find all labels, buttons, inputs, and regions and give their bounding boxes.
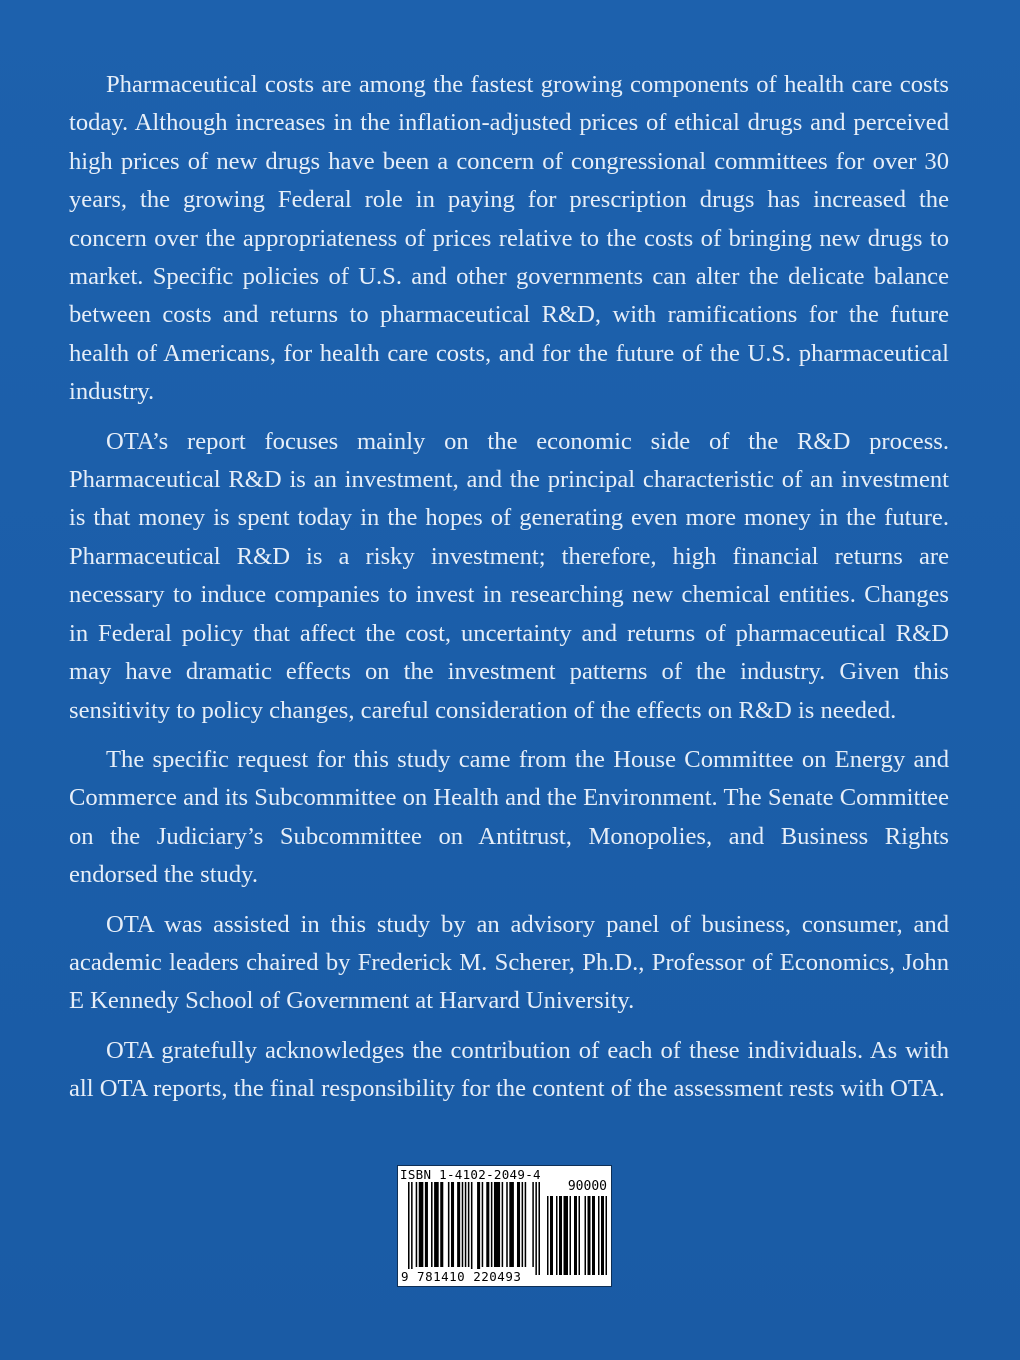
barcode-bar	[411, 1182, 413, 1275]
barcode-bar	[506, 1182, 508, 1267]
barcode-bar	[535, 1182, 537, 1275]
barcode-bar	[471, 1182, 473, 1275]
barcode-bar	[585, 1196, 587, 1275]
barcode-bar	[550, 1196, 553, 1275]
paragraph-1: Pharmaceutical costs are among the fastest growing components of health care costs today. Although increases in the inflation-adjusted prices of ethical drugs and perceived high prices of new drugs have been a concern of congressional committees for over 30 years, the growing Federal role in paying for prescription drugs has increased the concern over the appropriateness of prices relative to the costs of bringing new drugs to market. Specific policies of U.S. and other governments can alter the delicate balance between costs and returns to pharmaceutical R&D, with ramifications for the future health of Americans, for health care costs, and for the future of the U.S. pharmaceutical industry.	[69, 71, 949, 406]
ean-digits: 9 781410 220493	[401, 1269, 522, 1284]
barcode-bar	[509, 1182, 514, 1267]
blurb-text	[69, 66, 949, 1120]
barcode-bar	[517, 1182, 520, 1267]
barcode-bar	[465, 1182, 467, 1267]
barcode-bar	[491, 1182, 493, 1267]
barcode-bar	[451, 1182, 454, 1267]
barcode-bar	[592, 1196, 595, 1275]
barcode-bar	[431, 1182, 433, 1267]
barcode-bar	[579, 1196, 581, 1275]
barcode-bar	[468, 1182, 470, 1267]
barcode-bar	[448, 1182, 450, 1267]
paragraph-5: OTA gratefully acknowledges the contribution of each of these individuals. As with all OTA reports, the final responsibility for the content of the assessment rests with OTA.	[69, 1036, 949, 1103]
barcode-bar	[494, 1182, 500, 1267]
price-code: 90000	[567, 1179, 607, 1194]
barcode-bar	[588, 1196, 591, 1275]
barcode-bar	[425, 1182, 428, 1267]
paragraph-4: OTA was assisted in this study by an advisory panel of business, consumer, and academic leaders chaired by Frederick M. Scherer, Ph.D., Professor of Economics, John E Kennedy School of Government at Harvard University.	[69, 910, 949, 1015]
barcode-bar	[556, 1196, 558, 1275]
barcode-bar	[440, 1182, 443, 1267]
barcode-bar	[532, 1182, 534, 1267]
paragraph-3: The specific request for this study came from the House Committee on Energy and Commerce and its Subcommittee on Health and the Environment. The Senate Committee on the Judiciary’s Subcommittee on Antitrust, Monopolies, and Business Rights endorsed the study.	[69, 745, 949, 889]
barcode	[397, 1165, 612, 1287]
barcode-bar	[598, 1196, 600, 1275]
barcode-bar	[408, 1182, 410, 1275]
barcode-bar	[601, 1196, 604, 1275]
barcode-bar	[482, 1182, 484, 1267]
barcode-bar	[486, 1182, 489, 1267]
barcode-bar	[606, 1196, 608, 1275]
barcode-bar	[570, 1196, 572, 1275]
barcode-bar	[564, 1196, 569, 1275]
ean-barcode-bars	[408, 1182, 540, 1275]
paragraph-2: OTA’s report focuses mainly on the economic side of the R&D process. Pharmaceutical R&D is an investment, and the principal characteristic of an investment is that money is spent today in the hopes of generating even more money in the future. Pharmaceutical R&D is a risky investment; therefore, high financial returns are necessary to induce companies to invest in researching new chemical entities. Changes in Federal policy that affect the cost, uncertainty and returns of pharmaceutical R&D may have dramatic effects on the investment patterns of the industry. Given this sensitivity to policy changes, careful consideration of the effects on R&D is needed.	[69, 427, 949, 724]
barcode-bar	[538, 1182, 540, 1275]
barcode-bar	[462, 1182, 464, 1267]
barcode-bar	[419, 1182, 424, 1267]
barcode-bar	[547, 1196, 549, 1275]
barcode-bar	[559, 1196, 562, 1275]
addon-barcode-bars	[547, 1196, 607, 1275]
barcode-bar	[522, 1182, 524, 1267]
barcode-bar	[416, 1182, 418, 1267]
barcode-bar	[457, 1182, 460, 1267]
barcode-bar	[574, 1196, 577, 1275]
isbn-label: ISBN 1-4102-2049-4	[400, 1167, 541, 1182]
barcode-bar	[477, 1182, 480, 1275]
barcode-bar	[434, 1182, 439, 1267]
barcode-bar	[525, 1182, 527, 1267]
barcode-bar	[502, 1182, 504, 1267]
